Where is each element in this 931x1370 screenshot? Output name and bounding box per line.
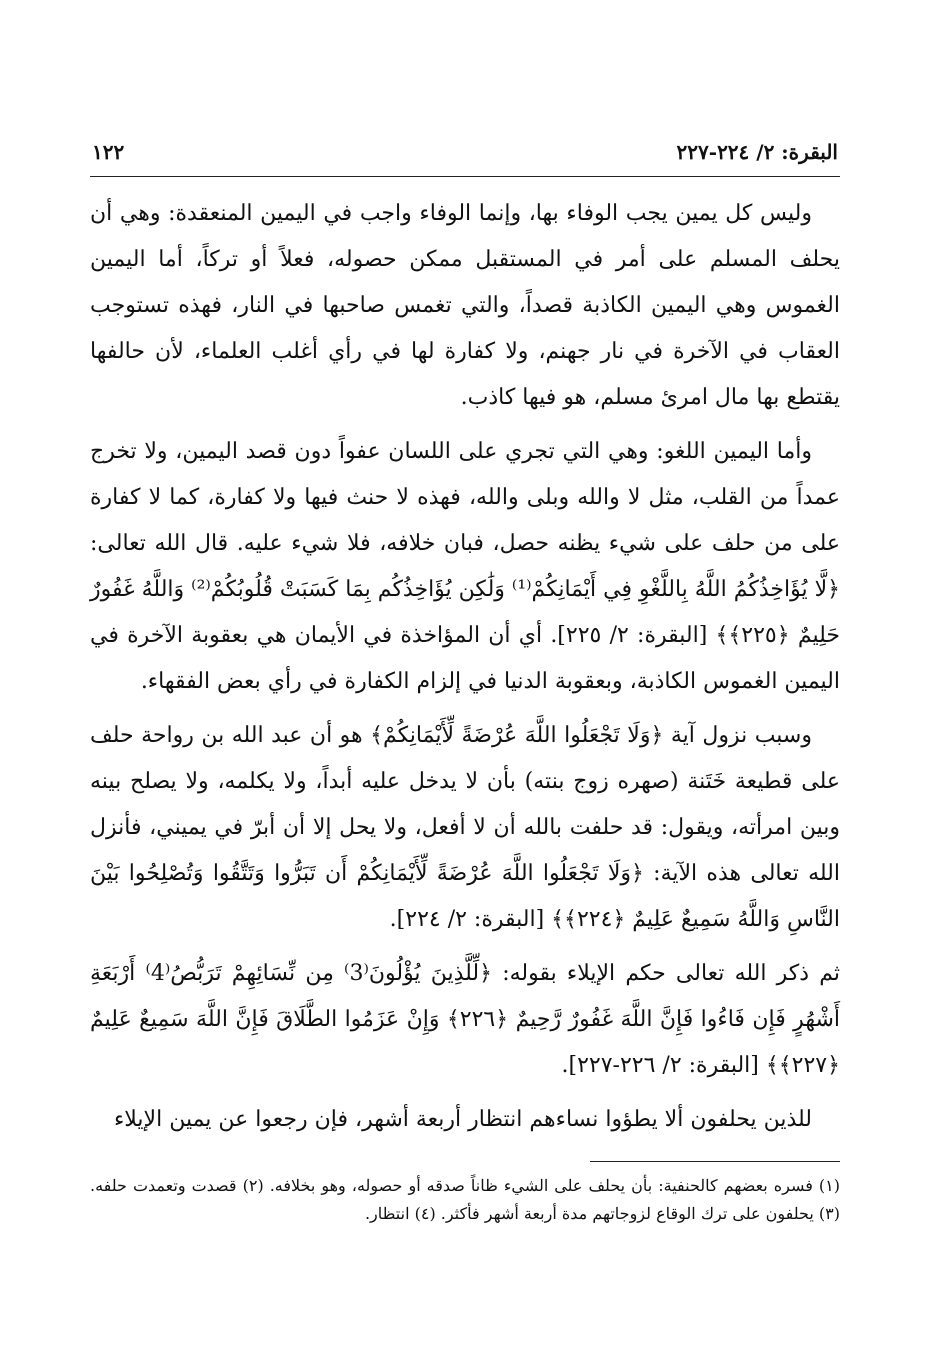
footnote-divider — [590, 1161, 840, 1162]
page-number: ١٢٢ — [92, 140, 125, 164]
footnotes: (١) فسره بعضهم كالحنفية: بأن يحلف على الشيء ظاناً صدقه أو حصوله، وهو بخلافه. (٢) قصدت وتعمدت حلفه. (٣) يحلفون على ترك الوقاع لزوجاتهم مدة أربعة أشهر فأكثر. (٤) انتظار. — [90, 1176, 840, 1223]
paragraph-3: وسبب نزول آية ﴿وَلَا تَجْعَلُوا اللَّهَ عُرْضَةً لِّأَيْمَانِكُمْ﴾ هو أن عبد الله بن رواحة حلف على قطيعة خَتَنة (صهره زوج بنته) بأن لا يدخل عليه أبداً، ولا يكلمه، ولا يصلح بينه وبين امرأته، ويقول: قد حلفت بالله أن لا أفعل، ولا يحل إلا أن أبرّ في يميني، فأنزل الله تعالى هذه الآية: ﴿وَلَا تَجْعَلُوا اللَّهَ عُرْضَةً لِّأَيْمَانِكُمْ أَن تَبَرُّوا وَتَتَّقُوا وَتُصْلِحُوا بَيْنَ النَّاسِ وَاللَّهُ سَمِيعٌ عَلِيمٌ ﴿٢٢٤﴾﴾ [البقرة: ٢/ ٢٢٤]. — [90, 723, 840, 932]
paragraph-2: وأما اليمين اللغو: وهي التي تجري على اللسان عفواً دون قصد اليمين، ولا تخرج عمداً من القلب، مثل لا والله وبلى والله، فهذه لا حنث فيها ولا كفارة، كما لا كفارة على من حلف على شيء يظنه حصل، فبان خلافه، فلا شيء عليه. قال الله تعالى: ﴿لَّا يُؤَاخِذُكُمُ اللَّهُ بِاللَّغْوِ فِي أَيْمَانِكُمْ⁽¹⁾ وَلَٰكِن يُؤَاخِذُكُم بِمَا كَسَبَتْ قُلُوبُكُمْ⁽²⁾ وَاللَّهُ غَفُورٌ حَلِيمٌ ﴿٢٢٥﴾﴾ [البقرة: ٢/ ٢٢٥]. أي أن المؤاخذة في الأيمان هي بعقوبة الآخرة في اليمين الغموس الكاذبة، وبعقوبة الدنيا في إلزام الكفارة في رأي بعض الفقهاء. — [90, 439, 841, 694]
surah-reference: البقرة: ٢/ ٢٢٤-٢٢٧ — [676, 140, 838, 164]
page-header — [90, 140, 840, 177]
main-text — [90, 191, 840, 1143]
paragraph-5: للذين يحلفون ألا يطؤوا نساءهم انتظار أربعة أشهر، فإن رجعوا عن يمين الإيلاء — [113, 1107, 812, 1132]
paragraph-1: وليس كل يمين يجب الوفاء بها، وإنما الوفاء واجب في اليمين المنعقدة: وهي أن يحلف المسلم على أمر في المستقبل ممكن حصوله، فعلاً أو تركاً، أما اليمين الغموس وهي اليمين الكاذبة قصداً، والتي تغمس صاحبها في النار، فهذه تستوجب العقاب في الآخرة في نار جهنم، ولا كفارة لها في رأي أغلب العلماء، لأن حالفها يقتطع بها مال امرئ مسلم، هو فيها كاذب. — [90, 201, 840, 410]
book-page — [90, 140, 840, 1228]
paragraph-4: ثم ذكر الله تعالى حكم الإيلاء بقوله: ﴿لِّلَّذِينَ يُؤْلُونَ⁽3⁾ مِن نِّسَائِهِمْ تَرَبُّصُ⁽4⁾ أَرْبَعَةِ أَشْهُرٍ فَإِن فَاءُوا فَإِنَّ اللَّهَ غَفُورٌ رَّحِيمٌ ﴿٢٢٦﴾ وَإِنْ عَزَمُوا الطَّلَاقَ فَإِنَّ اللَّهَ سَمِيعٌ عَلِيمٌ ﴿٢٢٧﴾﴾ [البقرة: ٢/ ٢٢٦-٢٢٧]. — [90, 961, 841, 1078]
